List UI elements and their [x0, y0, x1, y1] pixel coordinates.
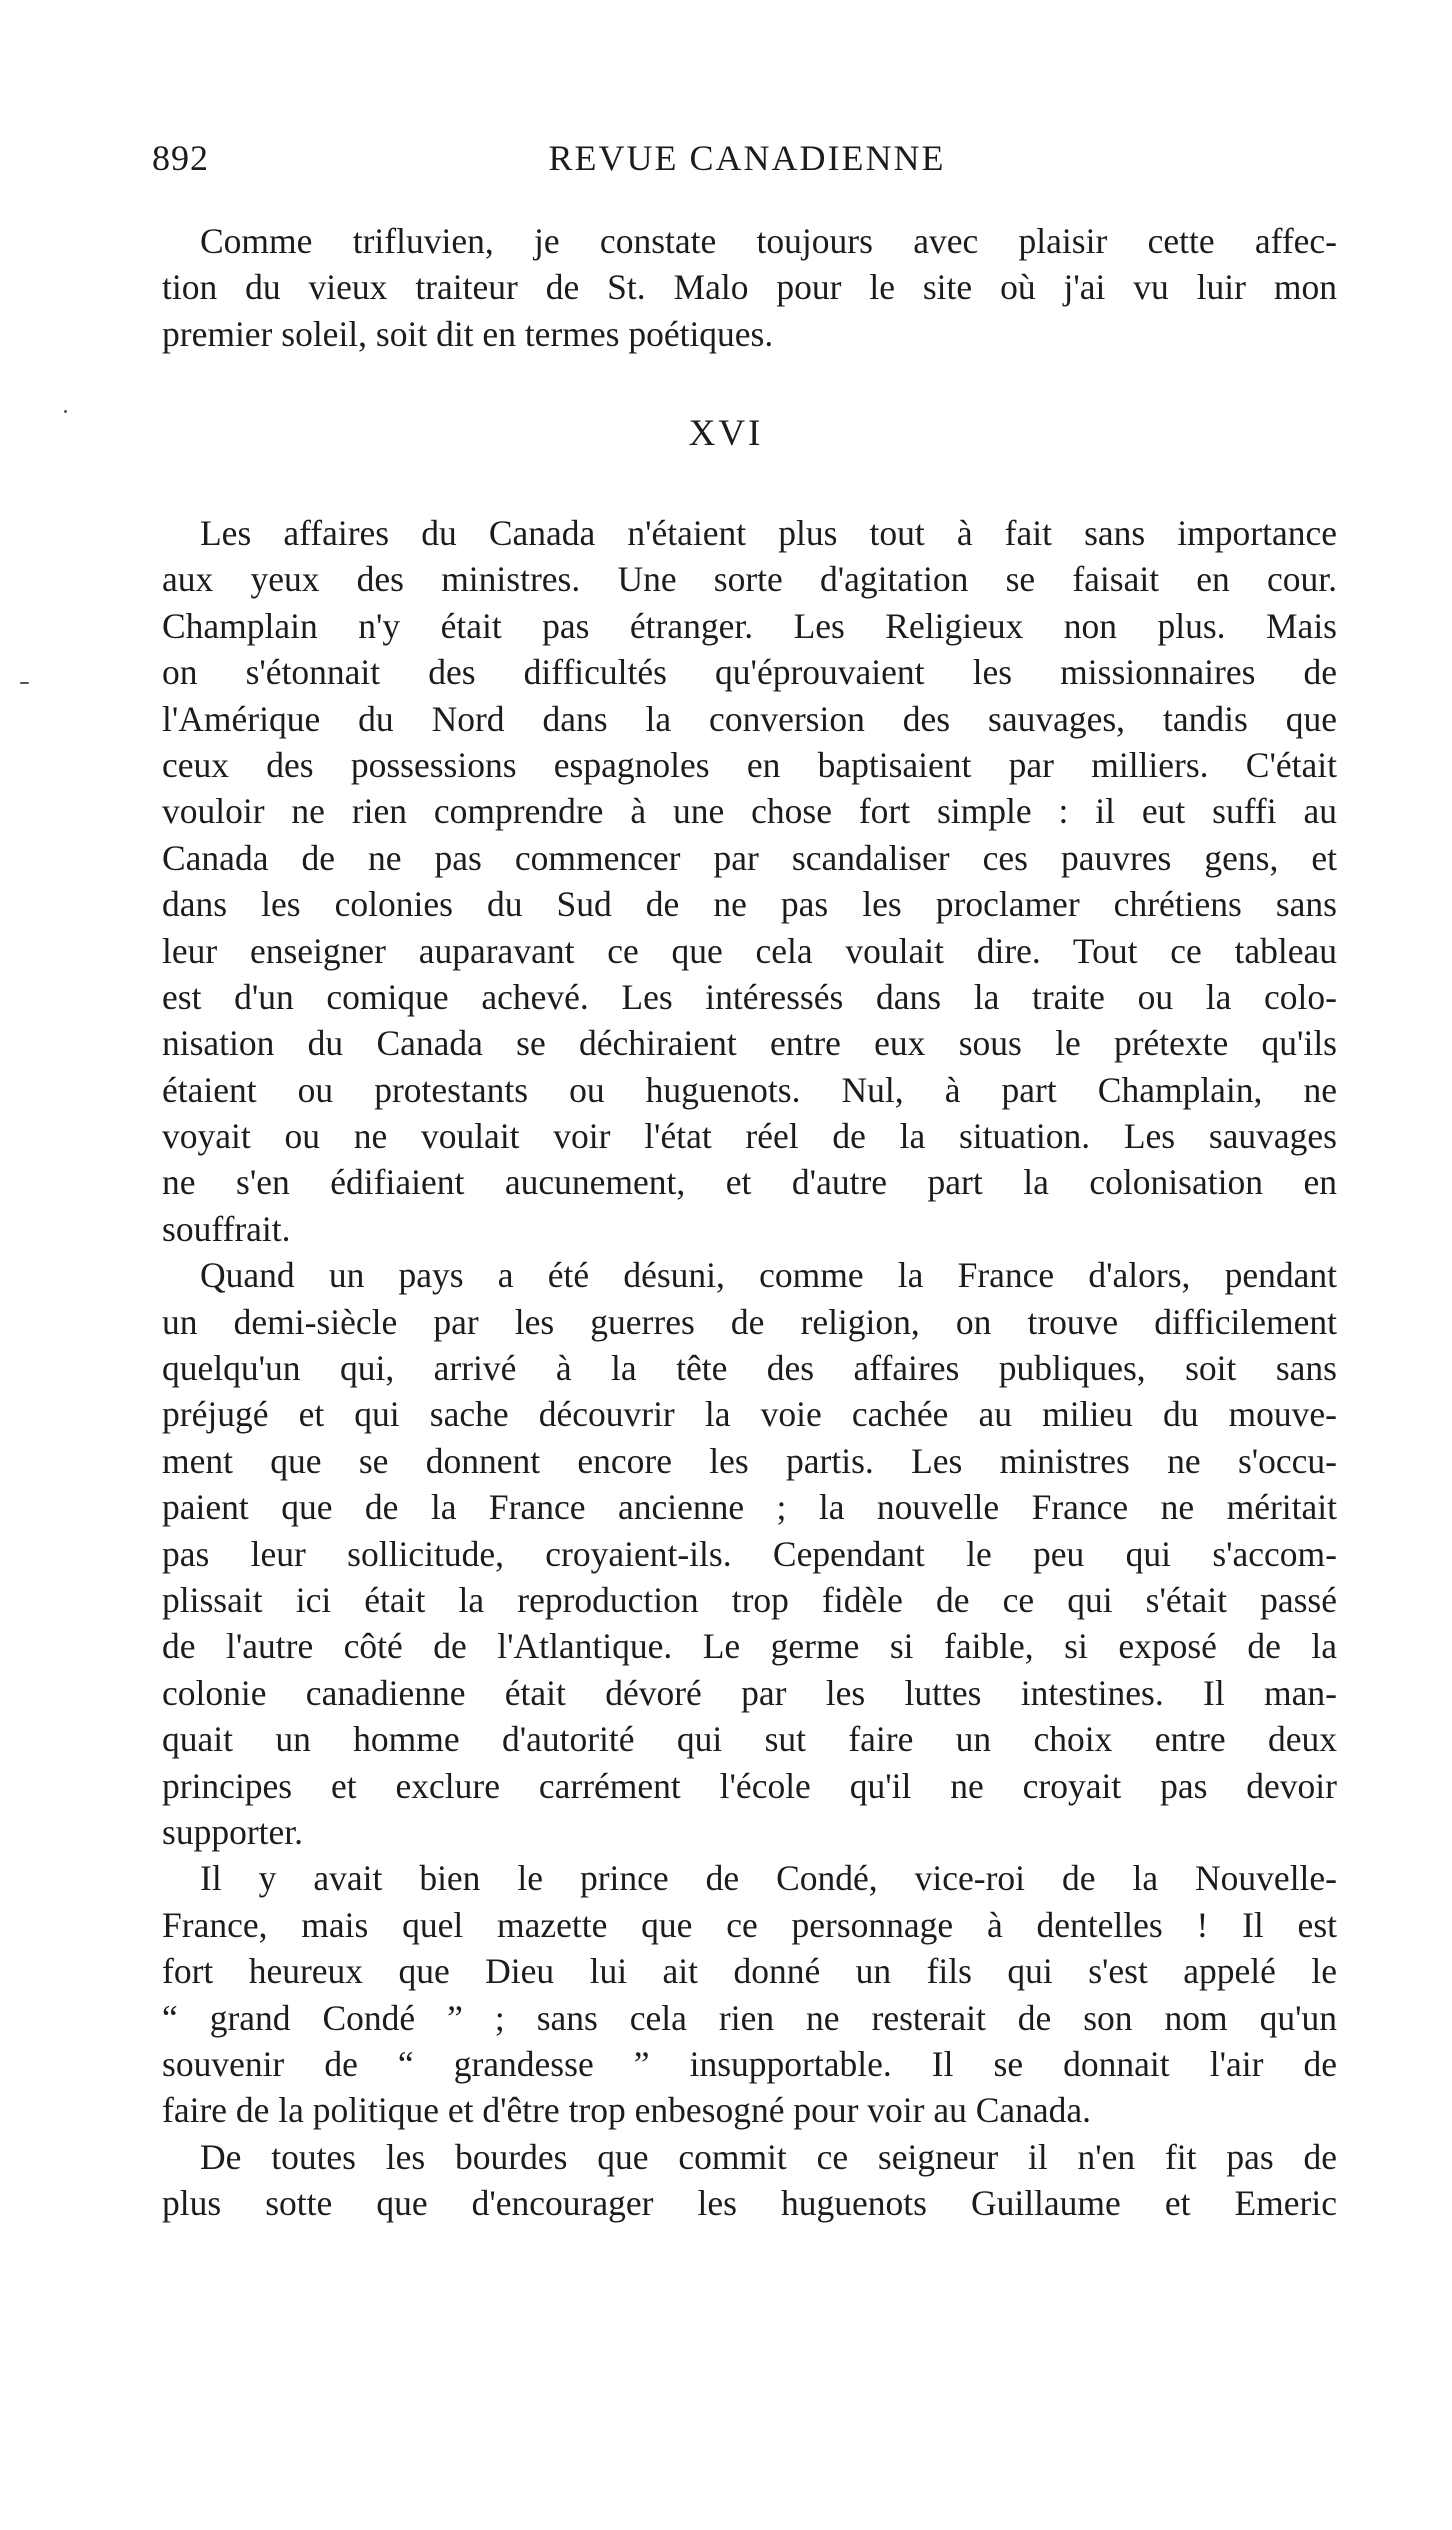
text-line: faire de la politique et d'être trop enbesogné pour voir au Canada. [162, 2090, 1092, 2131]
text-line: fort heureux que Dieu lui ait donné un fils qui s'est appelé le [162, 1951, 1337, 1992]
body-text [162, 510, 1337, 2226]
text-line: Les affaires du Canada n'étaient plus tout à fait sans importance [200, 513, 1337, 553]
text-line: l'Amérique du Nord dans la conversion des sauvages, tandis que [162, 698, 1337, 739]
text-line: plissait ici était la reproduction trop fidèle de ce qui s'était passé [162, 1579, 1337, 1620]
text-line: De toutes les bourdes que commit ce seigneur il n'en fit pas de [200, 2136, 1337, 2177]
text-line: “ grand Condé ” ; sans cela rien ne resterait de son nom qu'un [162, 1997, 1337, 2038]
text-line: Comme trifluvien, je constate toujours avec plaisir cette affec- [200, 221, 1337, 261]
text-line: Quand un pays a été désuni, comme la France d'alors, pendant [200, 1255, 1337, 1296]
paragraph [162, 1855, 1337, 2133]
text-line: Champlain n'y était pas étranger. Les Religieux non plus. Mais [162, 605, 1337, 646]
text-line: Il y avait bien le prince de Condé, vice-roi de la Nouvelle- [200, 1858, 1337, 1899]
text-line: tion du vieux traiteur de St. Malo pour le site où j'ai vu luir mon [162, 267, 1337, 308]
paragraph [162, 1252, 1337, 1855]
text-line: voyait ou ne voulait voir l'état réel de la situation. Les sauvages [162, 1116, 1337, 1157]
text-line: quait un homme d'autorité qui sut faire un choix entre deux [162, 1719, 1337, 1760]
text-line: France, mais quel mazette que ce personnage à dentelles ! Il est [162, 1904, 1337, 1945]
text-line: plus sotte que d'encourager les huguenots Guillaume et Emeric [162, 2183, 1337, 2224]
text-line: aux yeux des ministres. Une sorte d'agitation se faisait en cour. [162, 559, 1337, 600]
text-line: ment que se donnent encore les partis. Les ministres ne s'occu- [162, 1440, 1337, 1481]
paragraph [162, 2134, 1337, 2227]
text-line: souffrait. [162, 1208, 291, 1249]
page-number: 892 [152, 138, 209, 178]
text-line: leur enseigner auparavant ce que cela voulait dire. Tout ce tableau [162, 930, 1337, 971]
text-line: quelqu'un qui, arrivé à la tête des affaires publiques, soit sans [162, 1348, 1337, 1389]
scan-speck [64, 410, 67, 413]
text-line: est d'un comique achevé. Les intéressés dans la traite ou la colo- [162, 976, 1337, 1017]
text-line: de l'autre côté de l'Atlantique. Le germe si faible, si exposé de la [162, 1626, 1337, 1667]
text-line: supporter. [162, 1811, 303, 1852]
scan-speck [20, 682, 29, 684]
section-heading: XVI [688, 413, 764, 454]
text-line: ceux des possessions espagnoles en baptisaient par milliers. C'était [162, 744, 1337, 785]
journal-title: REVUE CANADIENNE [548, 138, 946, 178]
text-line: un demi-siècle par les guerres de religion, on trouve difficilement [162, 1301, 1337, 1342]
text-line: étaient ou protestants ou huguenots. Nul, à part Champlain, ne [162, 1069, 1337, 1110]
text-line: ne s'en édifiaient aucunement, et d'autre part la colonisation en [162, 1162, 1337, 1203]
text-line: nisation du Canada se déchiraient entre eux sous le prétexte qu'ils [162, 1023, 1337, 1064]
text-line: colonie canadienne était dévoré par les luttes intestines. Il man- [162, 1672, 1337, 1713]
text-line: vouloir ne rien comprendre à une chose fort simple : il eut suffi au [162, 791, 1337, 832]
text-line: souvenir de “ grandesse ” insupportable. Il se donnait l'air de [162, 2043, 1337, 2084]
text-line: Canada de ne pas commencer par scandaliser ces pauvres gens, et [162, 837, 1337, 878]
text-line: on s'étonnait des difficultés qu'éprouvaient les missionnaires de [162, 652, 1337, 693]
intro-paragraph [162, 218, 1337, 357]
running-head [152, 128, 1342, 188]
text-line: dans les colonies du Sud de ne pas les proclamer chrétiens sans [162, 884, 1337, 925]
text-line: pas leur sollicitude, croyaient-ils. Cependant le peu qui s'accom- [162, 1533, 1337, 1574]
text-line: paient que de la France ancienne ; la nouvelle France ne méritait [162, 1487, 1337, 1528]
paragraph [162, 510, 1337, 1252]
text-line: principes et exclure carrément l'école qu'il ne croyait pas devoir [162, 1765, 1337, 1806]
text-line: préjugé et qui sache découvrir la voie cachée au milieu du mouve- [162, 1394, 1337, 1435]
text-line: premier soleil, soit dit en termes poétiques. [162, 313, 774, 354]
